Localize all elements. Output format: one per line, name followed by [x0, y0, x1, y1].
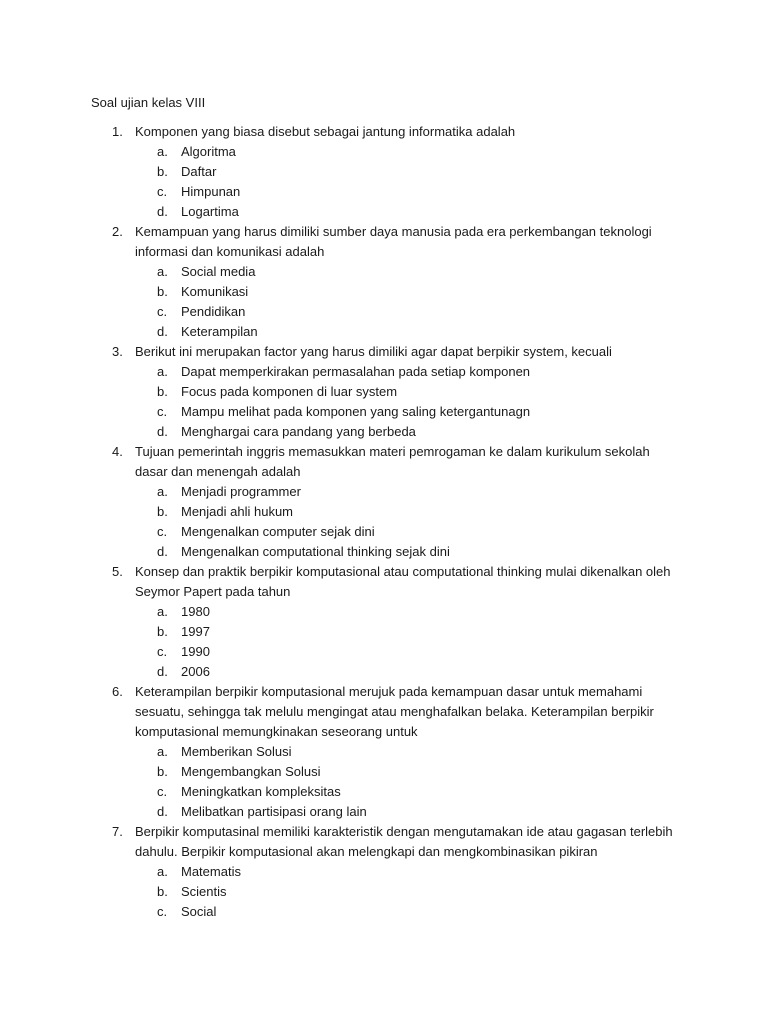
option-letter: d.: [157, 664, 168, 679]
option-text: 1980: [181, 604, 210, 619]
option-letter: b.: [157, 764, 168, 779]
option-text: Logartima: [181, 204, 239, 219]
option-text: Mengembangkan Solusi: [181, 764, 321, 779]
option-b: [0, 382, 768, 402]
question-text: Keterampilan berpikir komputasional merujuk pada kemampuan dasar untuk memahami sesuatu, sehingga tak melulu mengingat atau menghafalkan belaka. Keterampilan berpikir komputasional memungkinakan seseorang untuk: [135, 684, 654, 739]
question-number: 7.: [112, 824, 123, 839]
question-text: Berikut ini merupakan factor yang harus dimiliki agar dapat berpikir system, kecuali: [135, 344, 612, 359]
question-number: 5.: [112, 564, 123, 579]
question-number: 2.: [112, 224, 123, 239]
option-letter: b.: [157, 884, 168, 899]
option-text: Melibatkan partisipasi orang lain: [181, 804, 367, 819]
option-text: Focus pada komponen di luar system: [181, 384, 398, 399]
option-list: [0, 362, 768, 442]
question-text: Kemampuan yang harus dimiliki sumber daya manusia pada era perkembangan teknologi informasi dan komunikasi adalah: [135, 224, 652, 259]
option-letter: a.: [157, 864, 168, 879]
question-number: 3.: [112, 344, 123, 359]
option-text: Matematis: [181, 864, 241, 879]
option-letter: a.: [157, 144, 168, 159]
option-list: [0, 262, 768, 342]
option-letter: c.: [157, 404, 168, 419]
option-a: [0, 602, 768, 622]
option-text: Mengenalkan computer sejak dini: [181, 524, 375, 539]
option-text: Social: [181, 904, 217, 919]
option-c: [0, 402, 768, 422]
option-letter: a.: [157, 264, 168, 279]
question-number: 4.: [112, 444, 123, 459]
option-text: Menjadi ahli hukum: [181, 504, 294, 519]
question-6: [0, 682, 768, 822]
option-list: [0, 742, 768, 822]
option-text: Scientis: [181, 884, 227, 899]
option-letter: d.: [157, 424, 168, 439]
option-b: [0, 502, 768, 522]
option-text: Mampu melihat pada komponen yang saling ketergantunagn: [181, 404, 531, 419]
option-c: [0, 782, 768, 802]
option-text: Himpunan: [181, 184, 241, 199]
question-7: [0, 822, 768, 922]
option-text: Dapat memperkirakan permasalahan pada setiap komponen: [181, 364, 531, 379]
option-d: [0, 802, 768, 822]
question-3: [0, 342, 768, 442]
option-letter: a.: [157, 364, 168, 379]
option-letter: c.: [157, 524, 168, 539]
option-text: Social media: [181, 264, 256, 279]
option-a: [0, 142, 768, 162]
option-letter: d.: [157, 204, 168, 219]
question-5: [0, 562, 768, 682]
option-c: [0, 642, 768, 662]
option-letter: a.: [157, 484, 168, 499]
option-a: [0, 262, 768, 282]
option-text: Komunikasi: [181, 284, 249, 299]
option-c: [0, 522, 768, 542]
option-d: [0, 542, 768, 562]
option-text: 2006: [181, 664, 210, 679]
option-a: [0, 742, 768, 762]
option-letter: d.: [157, 544, 168, 559]
option-b: [0, 762, 768, 782]
document-title: Soal ujian kelas VIII: [91, 95, 206, 110]
question-text: Konsep dan praktik berpikir komputasional atau computational thinking mulai dikenalkan oleh Seymor Papert pada tahun: [135, 564, 671, 599]
option-letter: b.: [157, 284, 168, 299]
option-b: [0, 282, 768, 302]
option-list: [0, 602, 768, 682]
question-text: Berpikir komputasinal memiliki karakteristik dengan mengutamakan ide atau gagasan terlebih dahulu. Berpikir komputasional akan melengkapi dan mengkombinasikan pikiran: [135, 824, 673, 859]
option-b: [0, 162, 768, 182]
option-letter: c.: [157, 184, 168, 199]
option-text: Menjadi programmer: [181, 484, 301, 499]
option-b: [0, 882, 768, 902]
option-text: Memberikan Solusi: [181, 744, 292, 759]
option-letter: c.: [157, 644, 168, 659]
option-text: 1990: [181, 644, 210, 659]
option-c: [0, 182, 768, 202]
option-letter: b.: [157, 384, 168, 399]
question-text: Tujuan pemerintah inggris memasukkan materi pemrogaman ke dalam kurikulum sekolah dasar dan menengah adalah: [135, 444, 650, 479]
option-c: [0, 302, 768, 322]
option-text: Mengenalkan computational thinking sejak dini: [181, 544, 450, 559]
option-letter: b.: [157, 504, 168, 519]
option-text: Pendidikan: [181, 304, 246, 319]
option-text: Menghargai cara pandang yang berbeda: [181, 424, 416, 439]
option-d: [0, 202, 768, 222]
option-a: [0, 482, 768, 502]
option-text: 1997: [181, 624, 210, 639]
question-4: [0, 442, 768, 562]
option-c: [0, 902, 768, 922]
option-d: [0, 322, 768, 342]
option-letter: c.: [157, 904, 168, 919]
option-letter: b.: [157, 164, 168, 179]
option-text: Algoritma: [181, 144, 236, 159]
option-letter: c.: [157, 304, 168, 319]
question-text: Komponen yang biasa disebut sebagai jantung informatika adalah: [135, 124, 516, 139]
question-number: 6.: [112, 684, 123, 699]
option-letter: c.: [157, 784, 168, 799]
option-letter: a.: [157, 604, 168, 619]
option-a: [0, 362, 768, 382]
option-letter: d.: [157, 324, 168, 339]
option-list: [0, 482, 768, 562]
option-a: [0, 862, 768, 882]
question-1: [0, 122, 768, 222]
option-letter: a.: [157, 744, 168, 759]
option-letter: b.: [157, 624, 168, 639]
option-text: Keterampilan: [181, 324, 258, 339]
option-list: [0, 862, 768, 922]
option-text: Daftar: [181, 164, 217, 179]
option-d: [0, 422, 768, 442]
option-list: [0, 142, 768, 222]
option-b: [0, 622, 768, 642]
question-2: [0, 222, 768, 342]
question-number: 1.: [112, 124, 123, 139]
option-d: [0, 662, 768, 682]
option-text: Meningkatkan kompleksitas: [181, 784, 341, 799]
option-letter: d.: [157, 804, 168, 819]
question-list: [0, 122, 768, 922]
